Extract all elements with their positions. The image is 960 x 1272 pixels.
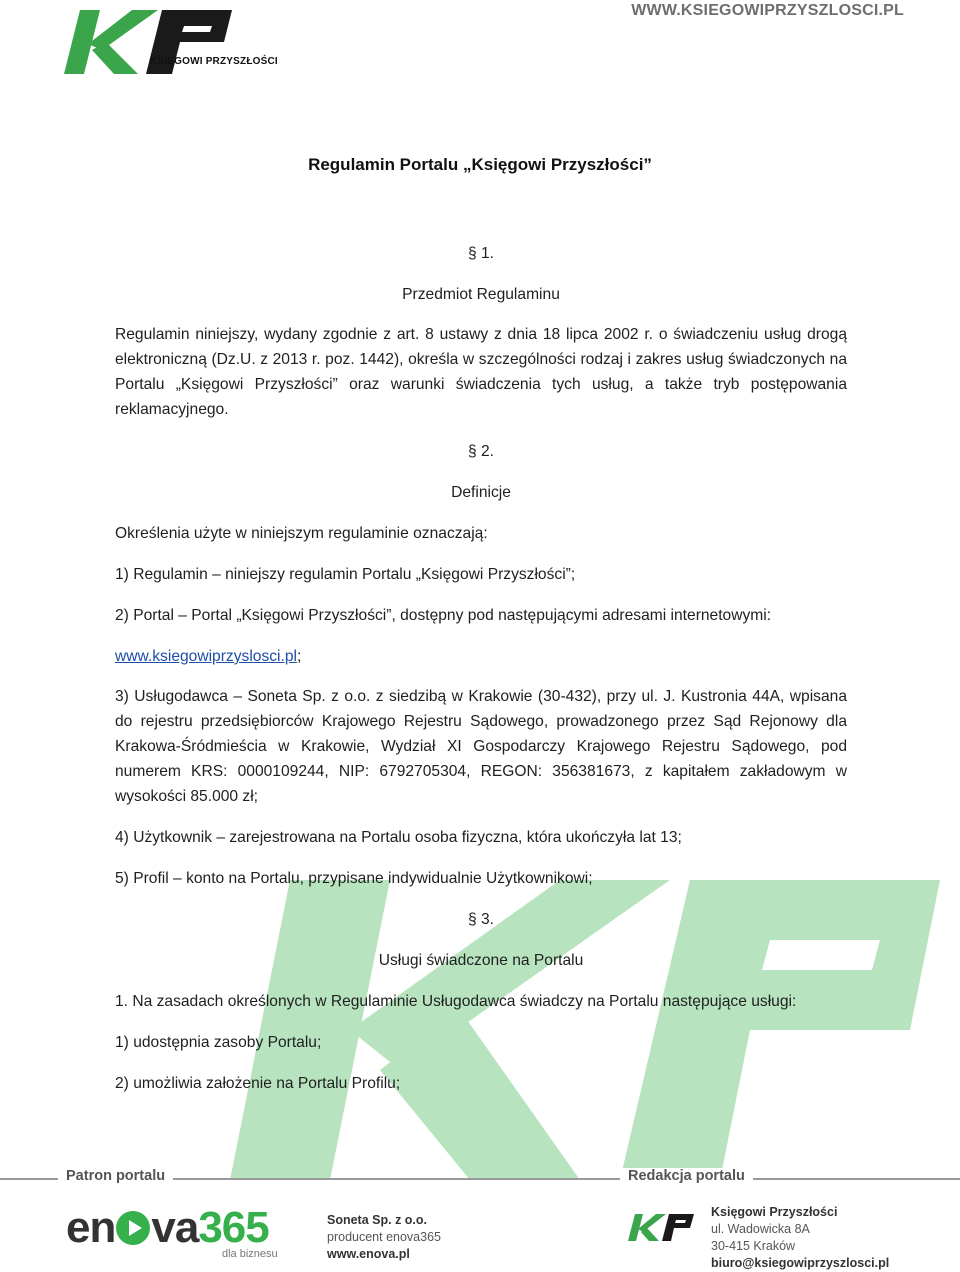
logo-tagline: KSIĘGOWI PRZYSZŁOŚCI <box>150 56 278 67</box>
enova-subtitle: dla biznesu <box>222 1248 278 1260</box>
section-3-item-2: 2) umożliwia założenie na Portalu Profilu; <box>115 1075 401 1092</box>
kp-logo-small <box>628 1212 694 1242</box>
site-url: WWW.KSIEGOWIPRZYSZLOSCI.PL <box>631 2 904 19</box>
definition-2-end: ; <box>296 648 302 665</box>
section-2-number: § 2. <box>467 443 494 460</box>
redakcja-info: Księgowi Przyszłości ul. Wadowicka 8A 30-415 Kraków biuro@ksiegowiprzyszlosci.pl <box>711 1205 890 1270</box>
enova365-logo: en va365 <box>66 1203 269 1252</box>
definition-1: 1) Regulamin – niniejszy regulamin Portalu „Księgowi Przyszłości”; <box>115 566 576 583</box>
patron-label: Patron portalu <box>58 1168 173 1184</box>
section-3-paragraph-1: 1. Na zasadach określonych w Regulaminie Usługodawca świadczy na Portalu następujące usługi: <box>115 993 797 1010</box>
section-2-heading: Definicje <box>451 484 511 501</box>
definition-2-link-line <box>115 644 847 669</box>
definition-5: 5) Profil – konto na Portalu, przypisane indywidualnie Użytkownikowi; <box>115 870 593 887</box>
play-icon <box>115 1210 151 1246</box>
document-title: Regulamin Portalu „Księgowi Przyszłości” <box>308 155 652 174</box>
definition-2: 2) Portal – Portal „Księgowi Przyszłości”, dostępny pod następującymi adresami internetowymi: <box>115 607 772 624</box>
section-1-paragraph: Regulamin niniejszy, wydany zgodnie z art. 8 ustawy z dnia 18 lipca 2002 r. o świadczeniu usług drogą elektroniczną (Dz.U. z 2013 r. poz. 1442), określa w szczególności rodzaj i zakres usług świadczonych na Portalu „Księgowi Przyszłości” oraz warunki świadczenia tych usług, a także tryb postępowania reklamacyjnego. <box>115 326 847 418</box>
portal-link[interactable]: www.ksiegowiprzyslosci.pl <box>115 648 297 665</box>
section-1-number: § 1. <box>467 245 494 262</box>
section-1-heading: Przedmiot Regulaminu <box>402 286 560 303</box>
definition-4: 4) Użytkownik – zarejestrowana na Portalu osoba fizyczna, która ukończyła lat 13; <box>115 829 682 846</box>
section-3-item-1: 1) udostępnia zasoby Portalu; <box>115 1034 322 1051</box>
section-2-intro: Określenia użyte w niniejszym regulaminie oznaczają: <box>115 525 488 542</box>
section-3-number: § 3. <box>467 911 494 928</box>
definition-3: 3) Usługodawca – Soneta Sp. z o.o. z siedzibą w Krakowie (30-432), przy ul. J. Kustronia 44A, wpisana do rejestru przedsiębiorców Krajowego Rejestru Sądowego, prowadzonego przez Sąd Rejonowy dla Krakowa-Śródmieścia w Krakowie, Wydział XI Gospodarczy Krajowego Rejestru Sądowego, pod numerem KRS: 0000109244, NIP: 6792705304, REGON: 356381673, z kapitałem zakładowym w wysokości 85.000 zł; <box>115 688 847 805</box>
redakcja-label: Redakcja portalu <box>620 1168 753 1184</box>
soneta-info: Soneta Sp. z o.o. producent enova365 www.enova.pl <box>327 1213 441 1261</box>
section-3-heading: Usługi świadczone na Portalu <box>378 952 584 969</box>
